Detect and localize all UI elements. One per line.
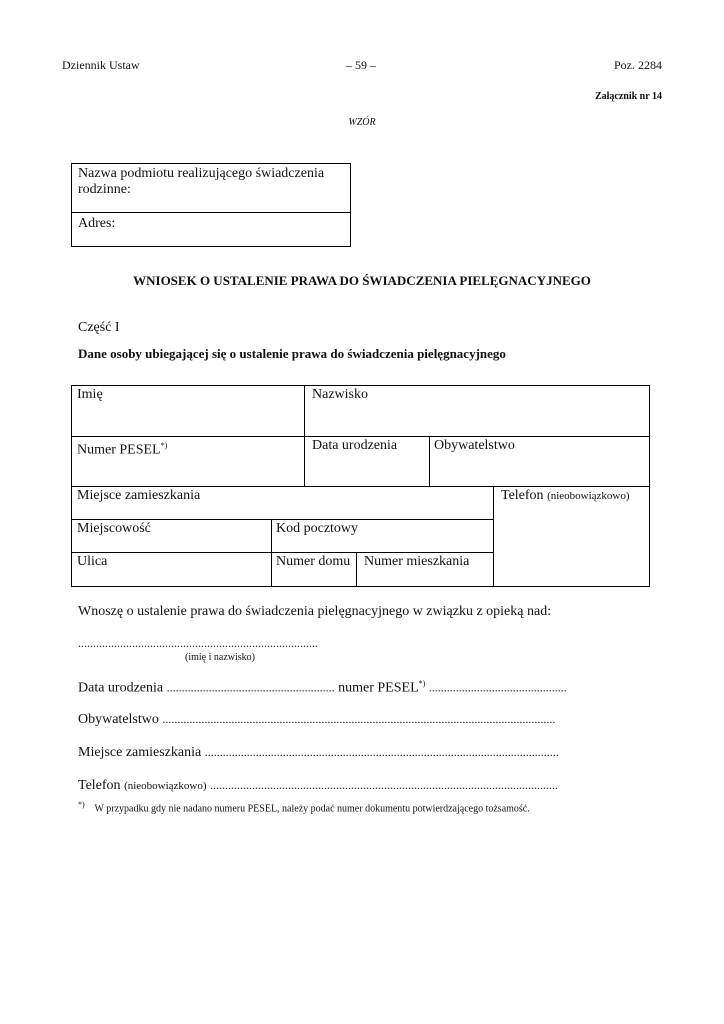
residence-label: Miejsce zamieszkania (77, 488, 201, 503)
entity-name-label-line2: rodzinne: (78, 182, 131, 197)
care-recipient-residence-row (78, 745, 559, 761)
table-border-top (71, 385, 650, 386)
entity-address-label: Adres: (78, 216, 116, 231)
street-field[interactable] (77, 554, 107, 570)
table-divider (304, 385, 305, 486)
street-label: Ulica (77, 554, 108, 569)
care-recipient-phone-row (78, 778, 558, 794)
phone-line[interactable]: .................................................................................................................... (210, 778, 559, 792)
last-name-field[interactable] (312, 387, 368, 403)
entity-name-field[interactable] (72, 164, 350, 213)
table-divider (71, 486, 650, 487)
care-recipient-name-line[interactable]: ................................................................................ (78, 636, 318, 650)
table-border-bottom (71, 586, 650, 587)
birth-date-line[interactable]: ........................................................ (166, 680, 335, 695)
journal-name: Dziennik Ustaw (62, 58, 140, 72)
birth-date-field[interactable] (312, 438, 397, 454)
citizenship-line[interactable]: ................................................................................................................................... (162, 712, 556, 726)
table-divider (356, 552, 357, 586)
citizenship-field[interactable] (434, 438, 515, 454)
town-field[interactable] (77, 521, 151, 537)
footnote-text: W przypadku gdy nie nadano numeru PESEL, należy podać numer dokumentu potwierdzającego tożsamość. (94, 803, 530, 815)
pesel-footnote-mark: *) (160, 441, 168, 450)
pesel-label: numer PESEL (338, 680, 419, 696)
form-title: WNIOSEK O USTALENIE PRAWA DO ŚWIADCZENIA PIELĘGNACYJNEGO (133, 273, 591, 288)
footnote (78, 800, 530, 814)
citizenship-label: Obywatelstwo (78, 712, 159, 727)
footnote-mark: *) (78, 800, 85, 809)
citizenship-label: Obywatelstwo (434, 438, 515, 453)
first-name-label: Imię (77, 387, 103, 402)
residence-label: Miejsce zamieszkania (78, 745, 202, 760)
care-recipient-birth-row (78, 679, 567, 697)
request-intro: Wnoszę o ustalenie prawa do świadczenia pielęgnacyjnego w związku z opieką nad: (78, 604, 552, 619)
entity-box (71, 163, 351, 247)
phone-field[interactable] (501, 488, 630, 504)
entity-name-label-line1: Nazwa podmiotu realizującego świadczenia (78, 166, 325, 181)
pesel-footnote-mark: *) (418, 679, 426, 688)
part-label: Część I (78, 320, 120, 335)
applicant-form-table (71, 385, 650, 587)
last-name-label: Nazwisko (312, 387, 368, 402)
table-divider (71, 519, 493, 520)
residence-line[interactable]: ...................................................................................................................... (204, 745, 559, 759)
house-number-label: Numer domu (276, 554, 351, 569)
apartment-number-field[interactable] (364, 554, 469, 570)
table-divider (271, 519, 272, 586)
pesel-label: Numer PESEL (77, 442, 161, 458)
town-label: Miejscowość (77, 521, 151, 536)
position-number: Poz. 2284 (614, 58, 662, 72)
pesel-field[interactable] (77, 438, 167, 459)
page-number: – 59 – (346, 58, 376, 72)
care-recipient-citizenship-row (78, 712, 555, 728)
postal-code-label: Kod pocztowy (276, 521, 359, 536)
care-recipient-name-caption: (imię i nazwisko) (185, 652, 255, 663)
table-divider (429, 436, 430, 486)
template-label: WZÓR (348, 117, 376, 128)
table-divider (71, 552, 493, 553)
postal-code-field[interactable] (276, 521, 358, 537)
birth-date-label: Data urodzenia (312, 438, 398, 453)
phone-optional-note: (nieobowiązkowo) (124, 780, 207, 792)
phone-label: Telefon (78, 778, 121, 793)
birth-date-label: Data urodzenia (78, 680, 164, 696)
table-divider (493, 486, 494, 586)
section-title: Dane osoby ubiegającej się o ustalenie prawa do świadczenia pielęgnacyjnego (78, 346, 506, 361)
attachment-label: Załącznik nr 14 (594, 91, 662, 102)
apartment-number-label: Numer mieszkania (364, 554, 470, 569)
first-name-field[interactable] (77, 387, 103, 403)
phone-optional-note: (nieobowiązkowo) (547, 490, 630, 502)
table-divider (71, 436, 650, 437)
pesel-line[interactable]: .............................................. (428, 680, 567, 695)
phone-label: Telefon (501, 488, 544, 503)
house-number-field[interactable] (276, 554, 350, 570)
